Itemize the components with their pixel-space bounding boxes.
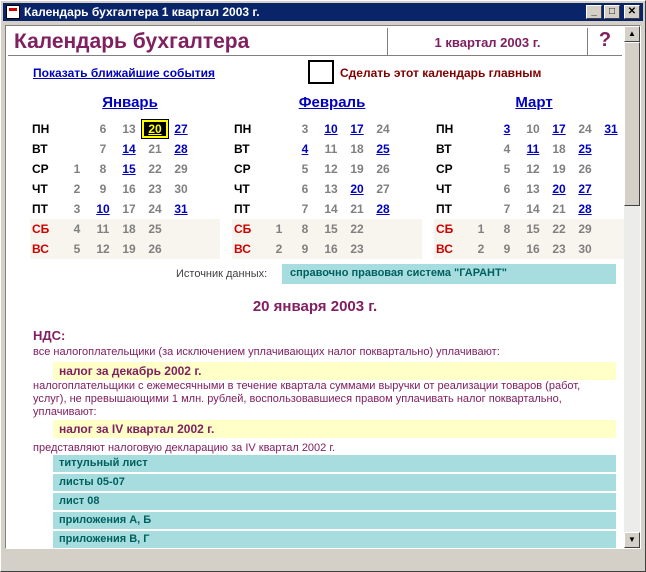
calendar-day: 11: [324, 142, 338, 156]
calendar-day-event[interactable]: 28: [174, 142, 188, 156]
help-button[interactable]: ?: [598, 29, 612, 51]
source-label: Источник данных:: [176, 268, 268, 280]
calendar-day-event[interactable]: 4: [301, 142, 309, 156]
calendar-day: 6: [503, 182, 511, 196]
calendar-day: 4: [503, 142, 511, 156]
nds-text-1: все налогоплательщики (за исключением уплачивающих налог поквартально) уплачивают:: [33, 346, 500, 358]
calendar-day: 12: [96, 242, 110, 256]
calendar-day: 29: [174, 162, 188, 176]
calendar-day: 5: [503, 162, 511, 176]
title-bar[interactable]: [3, 3, 643, 21]
calendar-day: 19: [122, 242, 136, 256]
calendar-day-event[interactable]: 10: [96, 202, 110, 216]
calendar-day-event[interactable]: 17: [350, 122, 364, 136]
week-row: [232, 159, 422, 179]
weekday-label: СБ: [32, 222, 50, 236]
weekday-label: ВТ: [234, 142, 250, 156]
calendar-day: 22: [552, 222, 566, 236]
calendar-day-event[interactable]: 31: [604, 122, 618, 136]
week-row: [30, 179, 220, 199]
calendar-day: 16: [122, 182, 136, 196]
calendar-day: 5: [73, 242, 81, 256]
scroll-thumb[interactable]: [624, 42, 640, 206]
nds-text-2: налогоплательщики с ежемесячными в течение квартала суммами выручки от реализации товаров (работ, услуг), не превышающими 1 млн. рублей, воспользовавшиеся правом уплачивать налог поквартально, уплачивают:: [33, 380, 581, 418]
month-march: [434, 92, 624, 259]
weekday-label: ЧТ: [234, 182, 250, 196]
month-title-january[interactable]: Январь: [102, 94, 158, 111]
month-title-march[interactable]: Март: [515, 94, 553, 111]
nds-title: НДС:: [33, 328, 66, 343]
weekday-label: СР: [436, 162, 453, 176]
calendar-day: 30: [174, 182, 188, 196]
week-row: [434, 219, 624, 239]
calendar-day: 22: [148, 162, 162, 176]
calendar-day-event[interactable]: 20: [552, 182, 566, 196]
calendar-day: 26: [578, 162, 592, 176]
calendar-day-event[interactable]: 27: [578, 182, 592, 196]
calendar-day: 12: [324, 162, 338, 176]
calendar-day: 21: [148, 142, 162, 156]
calendar-day: 21: [350, 202, 364, 216]
week-row: [232, 219, 422, 239]
month-january: [30, 92, 220, 259]
weekday-label: ПН: [234, 122, 252, 136]
calendar-day: 13: [526, 182, 540, 196]
calendar-day: 5: [301, 162, 309, 176]
header: [8, 28, 622, 56]
source-value: справочно правовая система "ГАРАНТ": [282, 264, 616, 284]
week-row: [434, 159, 624, 179]
calendar-day: 8: [301, 222, 309, 236]
status-bar: [5, 553, 641, 569]
calendar-day: 16: [324, 242, 338, 256]
calendar-day-event[interactable]: 20: [350, 182, 364, 196]
month-grid: [232, 119, 422, 259]
calendar-day: 2: [73, 182, 81, 196]
document-item: приложения А, Б: [53, 512, 616, 529]
calendar-day-event[interactable]: 15: [122, 162, 136, 176]
weekday-label: ЧТ: [32, 182, 48, 196]
week-row: [434, 139, 624, 159]
minimize-button[interactable]: _: [586, 5, 602, 19]
calendar-day: 23: [350, 242, 364, 256]
week-row: [30, 139, 220, 159]
calendar-day-event[interactable]: 25: [578, 142, 592, 156]
calendar-day: 12: [526, 162, 540, 176]
week-row: [30, 199, 220, 219]
window-title: Календарь бухгалтера 1 квартал 2003 г.: [24, 5, 260, 19]
calendar-day: 14: [324, 202, 338, 216]
close-button[interactable]: ✕: [624, 5, 640, 19]
month-february: [232, 92, 422, 259]
calendar-day: 3: [301, 122, 309, 136]
calendar-day: 23: [148, 182, 162, 196]
make-main-label: Сделать этот календарь главным: [340, 66, 542, 80]
calendar-day: 24: [578, 122, 592, 136]
calendar-day: 13: [122, 122, 136, 136]
calendar-day: 18: [552, 142, 566, 156]
week-row: [232, 119, 422, 139]
vertical-scrollbar[interactable]: [624, 26, 640, 548]
document-item: приложения В, Г: [53, 531, 616, 548]
week-row: [232, 199, 422, 219]
calendar-day: 2: [477, 242, 485, 256]
calendar-day: 2: [275, 242, 283, 256]
weekday-label: ПТ: [234, 202, 250, 216]
calendar-day: 23: [552, 242, 566, 256]
scroll-down-arrow-icon[interactable]: ▼: [624, 532, 640, 548]
calendar-day-event[interactable]: 28: [578, 202, 592, 216]
calendar-day: 6: [301, 182, 309, 196]
calendar-day: 8: [99, 162, 107, 176]
calendar-day-event[interactable]: 14: [122, 142, 136, 156]
weekday-label: ВТ: [436, 142, 452, 156]
weekday-label: СР: [234, 162, 251, 176]
week-row: [232, 179, 422, 199]
client-area: [5, 25, 641, 549]
calendar-day-event[interactable]: 3: [503, 122, 511, 136]
calendar-day: 27: [376, 182, 390, 196]
week-row: [232, 239, 422, 259]
weekday-label: СР: [32, 162, 49, 176]
calendar-day: 30: [578, 242, 592, 256]
weekday-label: ВС: [436, 242, 453, 256]
calendar-day: 18: [122, 222, 136, 236]
calendar-day-event[interactable]: 10: [324, 122, 338, 136]
weekday-label: ВС: [32, 242, 49, 256]
week-row: [30, 159, 220, 179]
quarter-label: 1 квартал 2003 г.: [388, 28, 588, 55]
page-title: Календарь бухгалтера: [8, 28, 388, 55]
week-row: [434, 239, 624, 259]
calendar-day-event[interactable]: 31: [174, 202, 188, 216]
calendar-day: 11: [96, 222, 110, 236]
calendar-day: 7: [503, 202, 511, 216]
month-grid: [434, 119, 624, 259]
calendar-day-event[interactable]: 11: [526, 142, 540, 156]
calendar-day: 14: [526, 202, 540, 216]
month-grid: [30, 119, 220, 259]
calendar-day-event[interactable]: 17: [552, 122, 566, 136]
weekday-label: ПТ: [32, 202, 48, 216]
calendar-day: 21: [552, 202, 566, 216]
calendar-day: 1: [275, 222, 283, 236]
calendar-day: 3: [73, 202, 81, 216]
calendar-day-event[interactable]: 25: [376, 142, 390, 156]
calendar-day: 25: [148, 222, 162, 236]
show-upcoming-events-link[interactable]: Показать ближайшие события: [33, 66, 215, 80]
calendar-app-icon[interactable]: [6, 5, 20, 19]
calendar-day: 24: [376, 122, 390, 136]
calendar-day-event[interactable]: 28: [376, 202, 390, 216]
calendar-day: 26: [148, 242, 162, 256]
weekday-label: СБ: [436, 222, 454, 236]
calendar-day-selected[interactable]: 20: [142, 120, 168, 138]
calendar-day: 19: [350, 162, 364, 176]
calendar-day: 19: [552, 162, 566, 176]
calendar-day: 13: [324, 182, 338, 196]
weekday-label: ЧТ: [436, 182, 452, 196]
weekday-label: ПН: [436, 122, 454, 136]
calendar-day: 15: [526, 222, 540, 236]
weekday-label: ВТ: [32, 142, 48, 156]
calendar-day: 16: [526, 242, 540, 256]
calendar-day: 18: [350, 142, 364, 156]
calendar-day: 24: [148, 202, 162, 216]
weekday-label: ВС: [234, 242, 251, 256]
calendar-day: 9: [301, 242, 309, 256]
calendar-day: 10: [526, 122, 540, 136]
maximize-button[interactable]: □: [604, 5, 620, 19]
nds-text-3: представляют налоговую декларацию за IV квартал 2002 г.: [33, 442, 336, 454]
calendar-day: 6: [99, 122, 107, 136]
week-row: [30, 239, 220, 259]
calendar-day: 22: [350, 222, 364, 236]
calendar-day: 29: [578, 222, 592, 236]
calendar-day: 4: [73, 222, 81, 236]
calendar-day-event[interactable]: 27: [174, 122, 188, 136]
weekday-label: СБ: [234, 222, 252, 236]
calendar-day: 26: [376, 162, 390, 176]
calendar-day: 7: [301, 202, 309, 216]
week-row: [434, 119, 624, 139]
document-item: листы 05-07: [53, 474, 616, 491]
weekday-label: ПТ: [436, 202, 452, 216]
calendar-day: 9: [503, 242, 511, 256]
month-title-february[interactable]: Февраль: [298, 94, 366, 111]
scroll-content: [6, 26, 624, 548]
week-row: [434, 179, 624, 199]
calendar-day: 8: [503, 222, 511, 236]
nds-highlight-2: налог за IV квартал 2002 г.: [53, 420, 616, 438]
scroll-up-arrow-icon[interactable]: ▲: [624, 26, 640, 42]
calendar-day: 1: [477, 222, 485, 236]
calendar-day: 17: [122, 202, 136, 216]
selected-date-heading: 20 января 2003 г.: [252, 298, 378, 315]
document-item: лист 08: [53, 493, 616, 510]
calendar-day: 1: [73, 162, 81, 176]
week-row: [232, 139, 422, 159]
calendar-day: 7: [99, 142, 107, 156]
week-row: [30, 219, 220, 239]
week-row: [30, 119, 220, 139]
calendar-day: 9: [99, 182, 107, 196]
nds-highlight-1: налог за декабрь 2002 г.: [53, 362, 616, 380]
week-row: [434, 199, 624, 219]
calendar-day: 15: [324, 222, 338, 236]
weekday-label: ПН: [32, 122, 50, 136]
make-main-checkbox[interactable]: [308, 60, 334, 84]
document-item: титульный лист: [53, 455, 616, 472]
